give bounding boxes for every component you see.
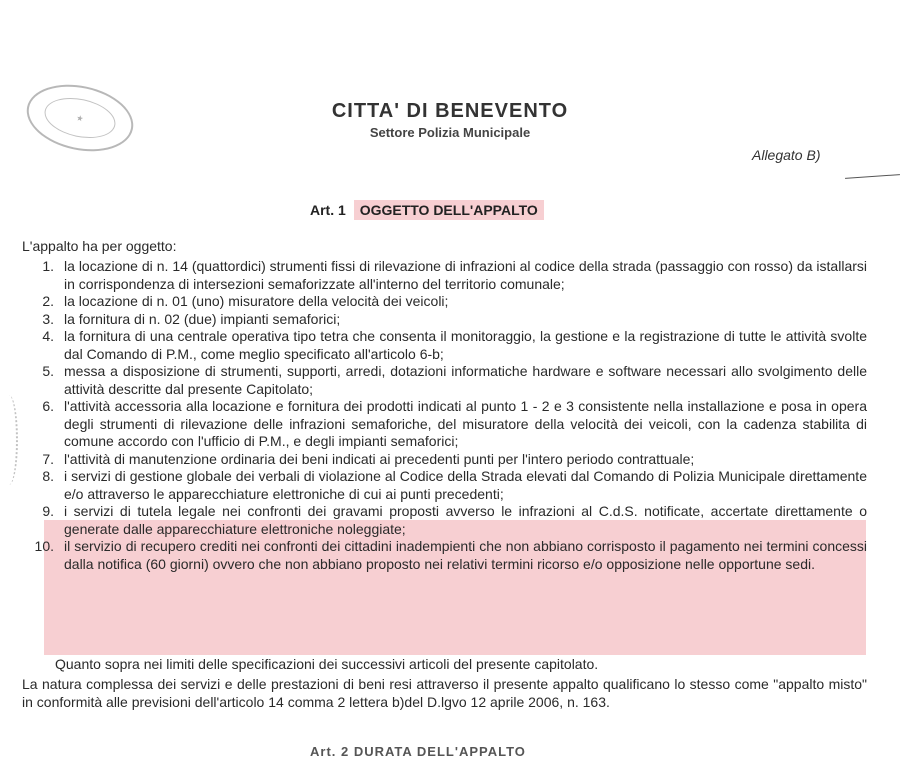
- city-title: CITTA' DI BENEVENTO: [331, 100, 569, 122]
- list-item-text: la fornitura di n. 02 (due) impianti semaforici;: [64, 310, 341, 327]
- list-item-number: 5.: [42, 363, 54, 379]
- attachment-label: Allegato B): [752, 147, 821, 163]
- edge-stamp-fragment: [0, 395, 18, 485]
- list-item-number: 4.: [42, 328, 54, 344]
- list-item: [22, 328, 867, 363]
- intro-text: L'appalto ha per oggetto:: [22, 238, 177, 254]
- stamp-emblem-icon: ★: [75, 112, 85, 124]
- article-number: Art. 1: [310, 202, 346, 218]
- list-item-text: la locazione di n. 14 (quattordici) strumenti fissi di rilevazione di infrazioni al codice della strada (passaggio con rosso) da istallarsi in corrispondenza di intersezioni semaforizzate all'interno del territorio comunale;: [64, 258, 867, 292]
- list-item-text: l'attività di manutenzione ordinaria dei beni indicati ai precedenti punti per l'intero periodo contrattuale;: [64, 450, 695, 467]
- list-item-number: 2.: [42, 293, 54, 309]
- next-article-heading-cut: Art. 2 DURATA DELL'APPALTO: [310, 744, 526, 759]
- list-item-number: 9.: [42, 503, 54, 519]
- list-item-number: 6.: [42, 398, 54, 414]
- article-heading: [310, 202, 544, 218]
- list-item: [22, 363, 867, 398]
- object-list: [22, 258, 867, 573]
- list-item-text: la fornitura di una centrale operativa tipo tetra che consenta il monitoraggio, la gestione e la registrazione di tutte le attività svolte dal Comando di P.M., come meglio specificato all'articolo 6-b;: [64, 328, 867, 362]
- list-item: [22, 398, 867, 451]
- list-item-number: 1.: [42, 258, 54, 274]
- list-item: [22, 258, 867, 293]
- list-item-text: il servizio di recupero crediti nei confronti dei cittadini inadempienti che non abbiano corrisposto il pagamento nei termini concessi dalla notifica (60 giorni) ovvero che non abbiano proposto nei relativi termini ricorso e/o opposizione nelle opportune sedi.: [64, 538, 867, 572]
- list-item-text: i servizi di gestione globale dei verbali di violazione al Codice della Strada elevati dal Comando di Polizia Municipale direttamente e/o attraverso le apparecchiature elettroniche di cui ai punti precedenti;: [64, 468, 867, 502]
- list-item: [22, 468, 867, 503]
- list-item: [22, 311, 867, 329]
- list-item-number: 3.: [42, 310, 54, 327]
- list-item-text: la locazione di n. 01 (uno) misuratore della velocità dei veicoli;: [64, 293, 449, 309]
- list-item: [22, 538, 867, 573]
- list-item-number: 8.: [42, 468, 54, 484]
- document-header: [240, 100, 660, 140]
- list-item-number: 7.: [42, 450, 54, 467]
- nature-paragraph: La natura complessa dei servizi e delle prestazioni di beni resi attraverso il presente appalto qualificano lo stesso come "appalto misto" in conformità alle previsioni dell'articolo 14 comma 2 lettera b)del D.lgvo 12 aprile 2006, n. 163.: [22, 676, 867, 710]
- list-item: [22, 293, 867, 311]
- list-item: [22, 451, 867, 469]
- list-item: [22, 503, 867, 538]
- list-item-text: i servizi di tutela legale nei confronti dei gravami proposti avverso le infrazioni al C.d.S. notificate, accertate direttamente o generate dalle apparecchiature elettroniche noleggiate;: [64, 503, 867, 537]
- article-title-highlighted: OGGETTO DELL'APPALTO: [354, 200, 544, 220]
- list-item-number: 10.: [34, 538, 54, 554]
- stamp-inner-ring: [41, 92, 119, 144]
- list-item-text: messa a disposizione di strumenti, supporti, arredi, dotazioni informatiche hardware e software necessari allo svolgimento delle attività descritte dal presente Capitolato;: [64, 363, 867, 397]
- municipal-stamp: [21, 75, 140, 160]
- closing-sentence: Quanto sopra nei limiti delle specificazioni dei successivi articoli del presente capitolato.: [55, 656, 599, 672]
- list-item-text: l'attività accessoria alla locazione e fornitura dei prodotti indicati al punto 1 - 2 e 3 consistente nella installazione e posa in opera degli strumenti di rilevazione delle infrazioni semaforiche, del misuratore della velocità dei veicoli, con la cadenza stabilita di comune accordo con l'ufficio di P.M., e degli impianti semaforici;: [64, 398, 867, 449]
- sector-subtitle: Settore Polizia Municipale: [369, 125, 531, 140]
- attachment-underline: [845, 174, 900, 179]
